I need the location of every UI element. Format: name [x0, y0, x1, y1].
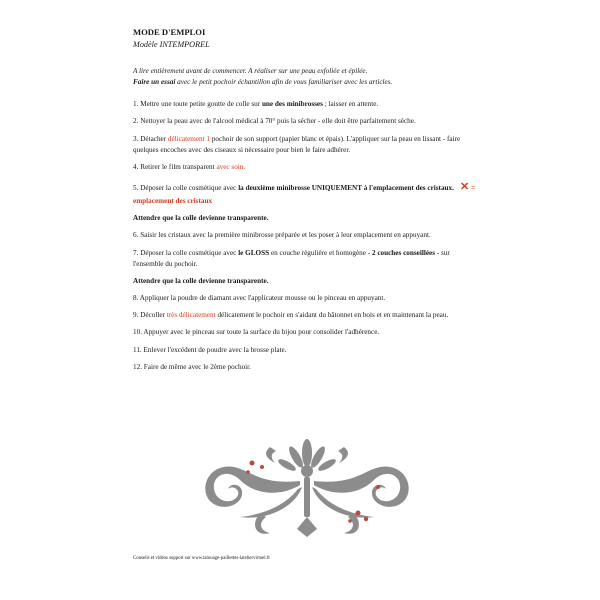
- step-1-end: ; laisser en attente.: [322, 100, 379, 109]
- step-9-end: délicatement le pochoir en s'aidant du bâtonnet en bois et en maintenant la peau.: [215, 311, 449, 320]
- step-1-bold: une des minibrosses: [261, 100, 323, 109]
- page-title: MODE D'EMPLOI: [133, 27, 206, 37]
- intro-try-text: avec le petit pochoir échantillon afin de vous familiariser avec les articles.: [175, 78, 393, 87]
- step-7-text: 7. Déposer la colle cosmétique avec: [133, 248, 239, 257]
- step-9-highlight: très délicatement: [166, 311, 216, 320]
- floral-ornament-icon: [200, 425, 415, 545]
- step-6: 6. Saisir les cristaux avec la première minibrosse préparée et les poser à leur emplacement en appuyant.: [133, 231, 431, 240]
- step-2: 2. Nettoyer la peau avec de l'alcool médical à 70° puis la sécher - elle doit être parfaitement sèche.: [133, 117, 416, 126]
- crystal-cross-icon: ✕: [459, 181, 470, 194]
- step-12: 12. Faire de même avec le 2ème pochoir.: [133, 362, 251, 371]
- step-8: 8. Appliquer la poudre de diamant avec l'applicateur mousse ou le pinceau en appuyant.: [133, 294, 386, 303]
- step-3-text: 3. Détacher: [133, 134, 168, 143]
- step-3-highlight: délicatement 1: [167, 134, 211, 143]
- step-4-text: 4. Retirer le film transparent: [133, 162, 217, 171]
- step-3: [133, 134, 478, 156]
- crystal-legend: = emplacement des cristaux: [133, 184, 476, 206]
- step-10: 10. Appuyer avec le pinceau sur toute la surface du bijou pour consolider l'adhérence.: [133, 328, 380, 337]
- step-9-text: 9. Décoller: [133, 311, 167, 320]
- intro-try-label: Faire un essai: [133, 78, 176, 87]
- step-7-mid: en couche régulière et homogène -: [269, 248, 372, 257]
- step-4: [133, 162, 478, 173]
- step-3-end: pochoir de son support (papier blanc et épais). L'appliquer sur la peau en lissant - faire quelques encoches avec des ciseaux si nécessaire pour bien le faire adhérer.: [133, 134, 461, 154]
- step-5-bold: la deuxième minibrosse UNIQUEMENT à l'emplacement des cristaux.: [238, 184, 454, 193]
- step-9: [133, 310, 478, 321]
- step-1: [133, 99, 478, 110]
- wait-note-2: Attendre que la colle devienne transparente.: [133, 276, 269, 285]
- step-7-bold: 2 couches conseillées: [371, 248, 436, 257]
- step-1-text: 1. Mettre une toute petite goutte de colle sur: [133, 100, 262, 109]
- intro-line-1: A lire entièrement avant de commencer. A réaliser sur une peau exfoliée et épilée.: [133, 67, 368, 76]
- step-7: [133, 248, 478, 270]
- instructions-body: [133, 26, 478, 379]
- step-7-end: - sur l'ensemble du pochoir.: [133, 248, 450, 268]
- step-4-highlight: avec soin.: [216, 162, 246, 171]
- step-5: [133, 179, 478, 207]
- step-7-gloss: le GLOSS: [238, 248, 270, 257]
- footer-note: Conseils et vidéos support sur www.tatouage-paillettes-lateliervirtuel.fr: [133, 556, 271, 561]
- wait-note-1: Attendre que la colle devienne transparente.: [133, 214, 269, 223]
- model-subtitle: Modèle INTEMPOREL: [133, 40, 210, 50]
- step-11: 11. Enlever l'excédent de poudre avec la brosse plate.: [133, 345, 287, 354]
- intro-line-2: [133, 77, 478, 88]
- step-5-text: 5. Déposer la colle cosmétique avec: [133, 184, 239, 193]
